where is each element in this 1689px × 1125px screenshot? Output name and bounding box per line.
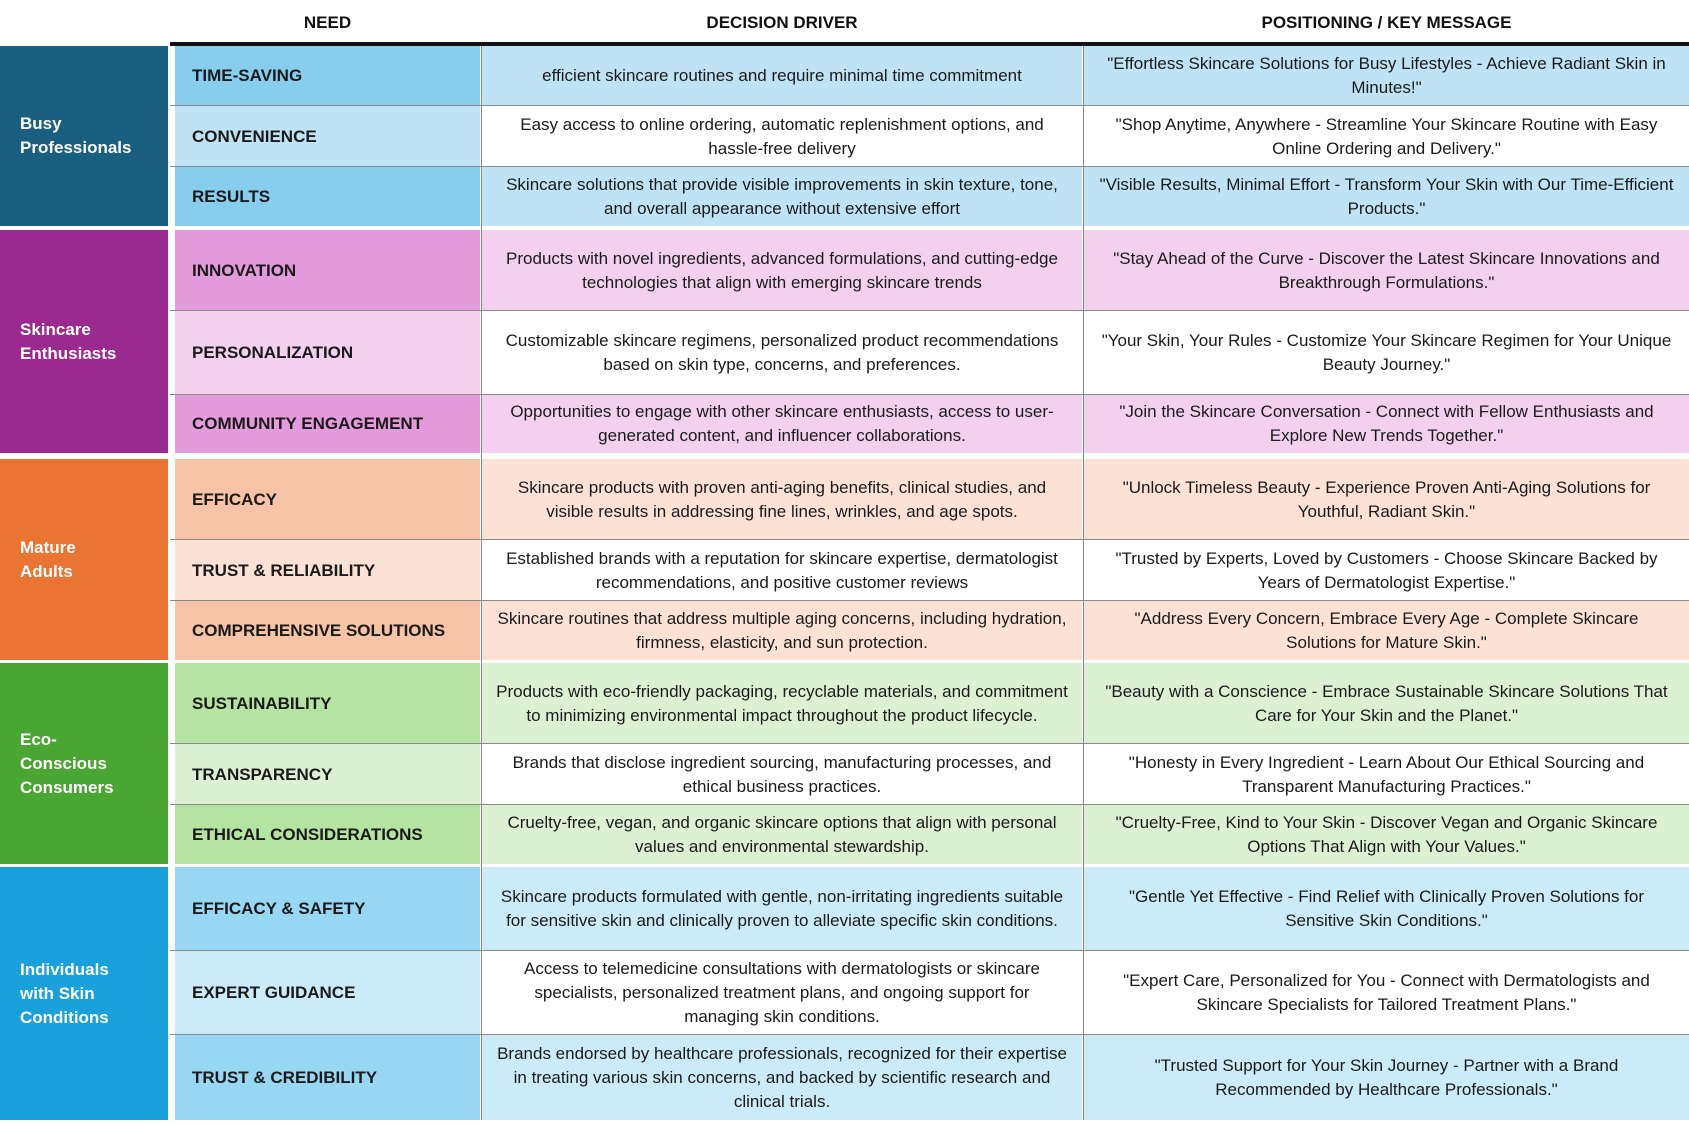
header-need: NEED	[303, 13, 352, 32]
need-cell: CONVENIENCE	[175, 106, 480, 167]
header-positioning: POSITIONING / KEY MESSAGE	[1261, 13, 1512, 32]
need-cell: COMMUNITY ENGAGEMENT	[175, 395, 480, 453]
need-cell: SUSTAINABILITY	[175, 663, 480, 744]
need-cell: INNOVATION	[175, 230, 480, 311]
table-row	[170, 951, 1689, 1035]
segment-label: Mature Adults	[0, 459, 168, 660]
key-message-cell: "Cruelty-Free, Kind to Your Skin - Discover Vegan and Organic Skincare Options That Align with Your Values."	[1084, 805, 1689, 864]
need-cell: PERSONALIZATION	[175, 311, 480, 395]
segment-label: Individuals with Skin Conditions	[0, 867, 168, 1120]
table-row	[170, 167, 1689, 226]
key-message-cell: "Visible Results, Minimal Effort - Transform Your Skin with Our Time-Efficient Products."	[1084, 167, 1689, 226]
table-row	[170, 1035, 1689, 1120]
decision-driver-cell: Brands endorsed by healthcare professionals, recognized for their expertise in treating various skin concerns, and backed by scientific research and clinical trials.	[482, 1035, 1082, 1120]
table-row	[170, 459, 1689, 540]
key-message-cell: "Stay Ahead of the Curve - Discover the Latest Skincare Innovations and Breakthrough Formulations."	[1084, 230, 1689, 311]
table-row	[170, 744, 1689, 805]
table-row	[170, 663, 1689, 744]
decision-driver-cell: Cruelty-free, vegan, and organic skincare options that align with personal values and environmental stewardship.	[482, 805, 1082, 864]
column-divider	[1083, 46, 1084, 1120]
key-message-cell: "Unlock Timeless Beauty - Experience Proven Anti-Aging Solutions for Youthful, Radiant Skin."	[1084, 459, 1689, 540]
table-row	[170, 867, 1689, 951]
decision-driver-cell: Opportunities to engage with other skincare enthusiasts, access to user-generated content, and influencer collaborations.	[482, 395, 1082, 453]
need-cell: TRUST & CREDIBILITY	[175, 1035, 480, 1120]
column-divider	[481, 46, 482, 1120]
key-message-cell: "Shop Anytime, Anywhere - Streamline Your Skincare Routine with Easy Online Ordering and Delivery."	[1084, 106, 1689, 167]
need-cell: ETHICAL CONSIDERATIONS	[175, 805, 480, 864]
need-cell: TRANSPARENCY	[175, 744, 480, 805]
need-cell: RESULTS	[175, 167, 480, 226]
decision-driver-cell: Easy access to online ordering, automatic replenishment options, and hassle-free delivery	[482, 106, 1082, 167]
table-row	[170, 311, 1689, 395]
decision-driver-cell: Customizable skincare regimens, personalized product recommendations based on skin type, concerns, and preferences.	[482, 311, 1082, 395]
need-cell: EFFICACY & SAFETY	[175, 867, 480, 951]
table-row	[170, 46, 1689, 106]
table-row	[170, 106, 1689, 167]
decision-driver-cell: Skincare routines that address multiple aging concerns, including hydration, firmness, elasticity, and sun protection.	[482, 601, 1082, 660]
decision-driver-cell: Products with novel ingredients, advanced formulations, and cutting-edge technologies that align with emerging skincare trends	[482, 230, 1082, 311]
table-row	[170, 230, 1689, 311]
key-message-cell: "Join the Skincare Conversation - Connect with Fellow Enthusiasts and Explore New Trends Together."	[1084, 395, 1689, 453]
key-message-cell: "Gentle Yet Effective - Find Relief with Clinically Proven Solutions for Sensitive Skin Conditions."	[1084, 867, 1689, 951]
key-message-cell: "Honesty in Every Ingredient - Learn About Our Ethical Sourcing and Transparent Manufacturing Practices."	[1084, 744, 1689, 805]
decision-driver-cell: Established brands with a reputation for skincare expertise, dermatologist recommendations, and positive customer reviews	[482, 540, 1082, 601]
need-cell: TRUST & RELIABILITY	[175, 540, 480, 601]
key-message-cell: "Your Skin, Your Rules - Customize Your Skincare Regimen for Your Unique Beauty Journey."	[1084, 311, 1689, 395]
decision-driver-cell: Skincare products formulated with gentle, non-irritating ingredients suitable for sensitive skin and clinically proven to alleviate specific skin conditions.	[482, 867, 1082, 951]
key-message-cell: "Address Every Concern, Embrace Every Age - Complete Skincare Solutions for Mature Skin."	[1084, 601, 1689, 660]
table-row	[170, 601, 1689, 660]
decision-driver-cell: efficient skincare routines and require minimal time commitment	[482, 46, 1082, 106]
segment-label: Busy Professionals	[0, 46, 168, 226]
need-cell: COMPREHENSIVE SOLUTIONS	[175, 601, 480, 660]
decision-driver-cell: Products with eco-friendly packaging, recyclable materials, and commitment to minimizing environmental impact throughout the product lifecycle.	[482, 663, 1082, 744]
key-message-cell: "Trusted Support for Your Skin Journey - Partner with a Brand Recommended by Healthcare Professionals."	[1084, 1035, 1689, 1120]
need-cell: TIME-SAVING	[175, 46, 480, 106]
header-decision-driver: DECISION DRIVER	[706, 13, 858, 32]
decision-driver-cell: Brands that disclose ingredient sourcing, manufacturing processes, and ethical business practices.	[482, 744, 1082, 805]
key-message-cell: "Expert Care, Personalized for You - Connect with Dermatologists and Skincare Specialists for Tailored Treatment Plans."	[1084, 951, 1689, 1035]
segment-label: Eco-Conscious Consumers	[0, 663, 168, 864]
key-message-cell: "Trusted by Experts, Loved by Customers - Choose Skincare Backed by Years of Dermatologist Expertise."	[1084, 540, 1689, 601]
table-row	[170, 395, 1689, 453]
decision-driver-cell: Skincare solutions that provide visible improvements in skin texture, tone, and overall appearance without extensive effort	[482, 167, 1082, 226]
need-cell: EXPERT GUIDANCE	[175, 951, 480, 1035]
key-message-cell: "Effortless Skincare Solutions for Busy Lifestyles - Achieve Radiant Skin in Minutes!"	[1084, 46, 1689, 106]
decision-driver-cell: Skincare products with proven anti-aging benefits, clinical studies, and visible results in addressing fine lines, wrinkles, and age spots.	[482, 459, 1082, 540]
table-row	[170, 540, 1689, 601]
key-message-cell: "Beauty with a Conscience - Embrace Sustainable Skincare Solutions That Care for Your Skin and the Planet."	[1084, 663, 1689, 744]
need-cell: EFFICACY	[175, 459, 480, 540]
decision-driver-cell: Access to telemedicine consultations with dermatologists or skincare specialists, personalized treatment plans, and ongoing support for managing skin conditions.	[482, 951, 1082, 1035]
table-row	[170, 805, 1689, 864]
segment-label: Skincare Enthusiasts	[0, 230, 168, 453]
